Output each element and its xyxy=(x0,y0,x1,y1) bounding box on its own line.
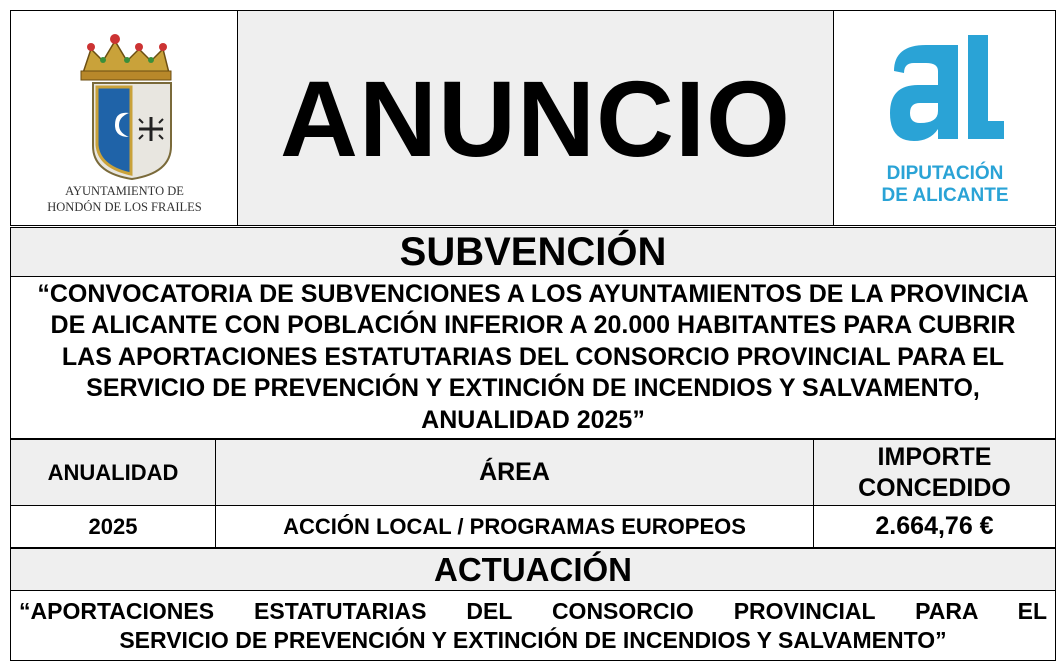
table-header-anualidad: ANUALIDAD xyxy=(10,439,216,506)
subvencion-heading xyxy=(10,227,1056,277)
actuacion-title: ACTUACIÓN xyxy=(434,550,632,588)
page-title: ANUNCIO xyxy=(280,57,791,179)
subvencion-description xyxy=(10,277,1056,439)
ayuntamiento-line1: AYUNTAMIENTO DE xyxy=(65,184,184,198)
subvencion-text: “CONVOCATORIA DE SUBVENCIONES A LOS AYUNTAMIENTOS DE LA PROVINCIA DE ALICANTE CON POBLACIÓN INFERIOR A 20.000 HABITANTES PARA CUBRIR LAS APORTACIONES ESTATUTARIAS DEL CONSORCIO PROVINCIAL PARA EL SERVICIO DE PREVENCIÓN Y EXTINCIÓN DE INCENDIOS Y SALVAMENTO, ANUALIDAD 2025” xyxy=(37,279,1029,434)
table-cell-importe: 2.664,76 € xyxy=(813,505,1056,548)
diputacion-line1: DIPUTACIÓN xyxy=(886,163,1004,184)
actuacion-line2: SERVICIO DE PREVENCIÓN Y EXTINCIÓN DE INCENDIOS Y SALVAMENTO” xyxy=(119,627,947,653)
coat-of-arms-icon xyxy=(11,11,238,183)
diputacion-logo-cell xyxy=(834,10,1056,226)
table-cell-anualidad: 2025 xyxy=(10,505,216,548)
actuacion-description xyxy=(10,591,1056,661)
subvencion-title: SUBVENCIÓN xyxy=(399,229,667,274)
diputacion-line2: DE ALICANTE xyxy=(881,185,1009,206)
actuacion-line1: “APORTACIONES ESTATUTARIAS DEL CONSORCIO PROVINCIAL PARA EL xyxy=(19,598,1047,624)
diputacion-logo-icon xyxy=(834,11,1056,161)
diputacion-name xyxy=(834,163,1056,207)
ayuntamiento-line2: HONDÓN DE LOS FRAILES xyxy=(47,200,202,214)
actuacion-heading xyxy=(10,548,1056,591)
ayuntamiento-name xyxy=(11,183,238,215)
ayuntamiento-logo-cell xyxy=(10,10,237,226)
shield-icon xyxy=(93,83,171,179)
announcement-title-cell xyxy=(237,10,834,226)
crown-icon xyxy=(81,34,171,80)
table-header-area: ÁREA xyxy=(215,439,814,506)
table-cell-area: ACCIÓN LOCAL / PROGRAMAS EUROPEOS xyxy=(215,505,814,548)
table-header-importe: IMPORTE CONCEDIDO xyxy=(813,439,1056,506)
